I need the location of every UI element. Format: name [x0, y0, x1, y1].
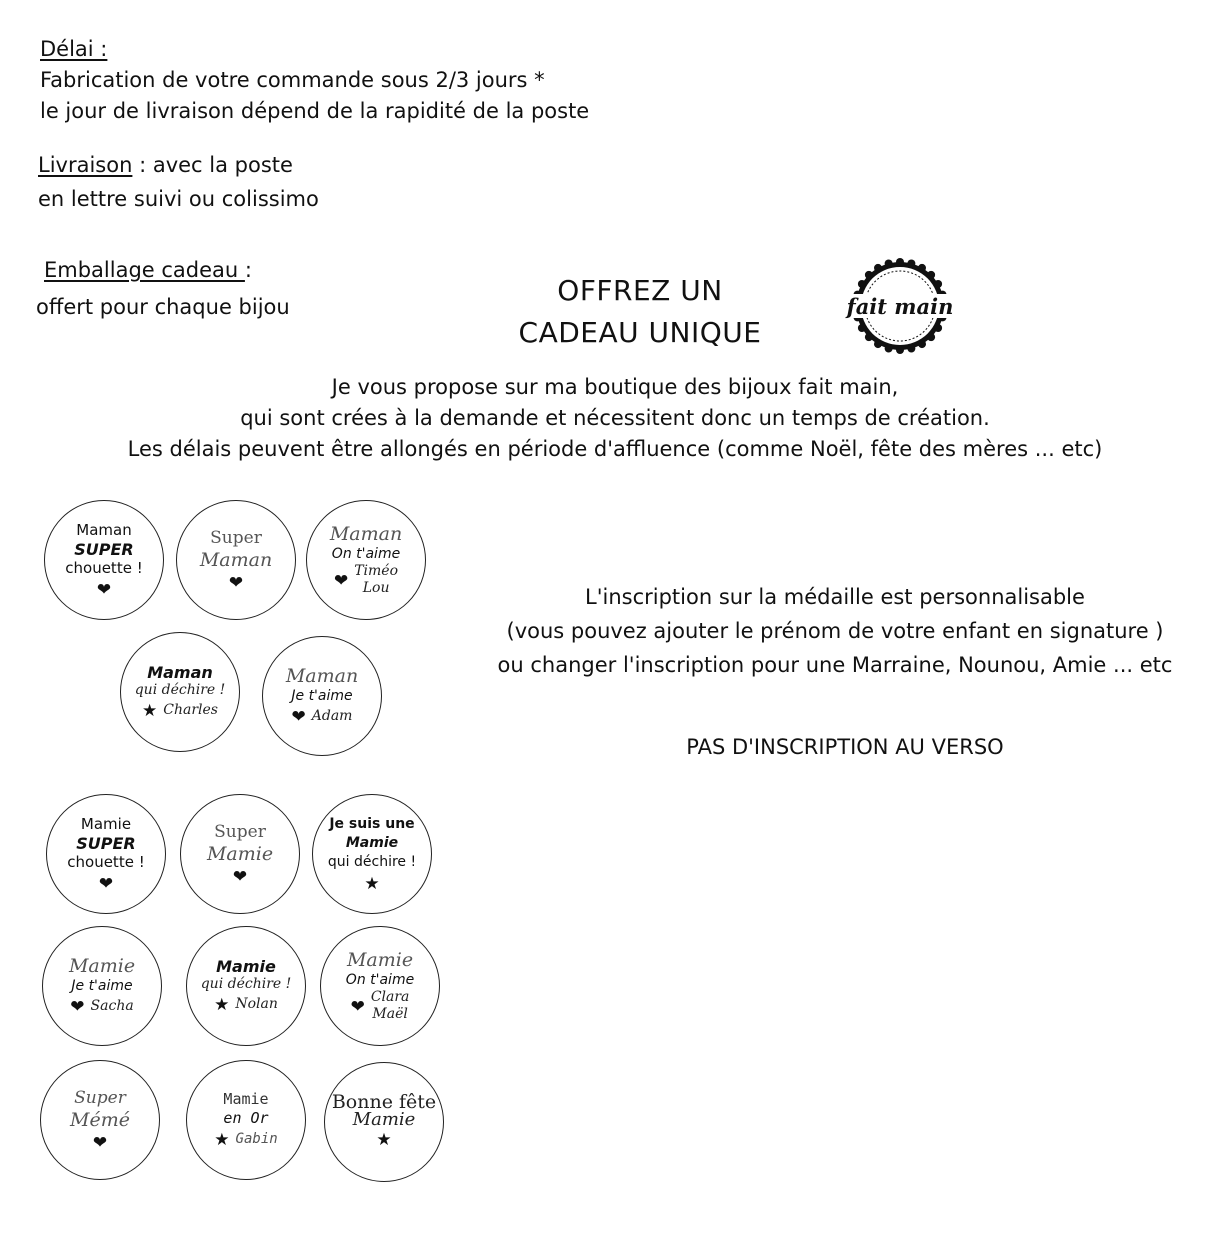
medal-mamie-je-taime	[42, 926, 162, 1046]
medal-text-1: Mamie	[80, 814, 132, 833]
medal-name-1: Timéo	[354, 563, 399, 579]
intro-paragraph	[100, 372, 1130, 465]
medal-text-1: Super	[214, 822, 266, 842]
perso-line3: ou changer l'inscription pour une Marraine, Nounou, Amie ... etc	[497, 653, 1173, 677]
heart-icon: ❤	[96, 579, 112, 600]
heart-icon: ❤	[98, 873, 114, 894]
medal-mamie-en-or	[186, 1060, 306, 1180]
medal-text-1: Super	[74, 1088, 126, 1108]
intro-line1: Je vous propose sur ma boutique des bijoux fait main,	[331, 375, 899, 399]
medal-text-1: Je suis une	[329, 815, 415, 832]
medal-text-2: SUPER	[76, 833, 136, 853]
offer-line1: OFFREZ UN	[557, 274, 723, 307]
badge-scallop	[896, 346, 904, 354]
medal-text-2: Mamie	[352, 1109, 416, 1130]
medal-maman-super-chouette	[44, 500, 164, 620]
medal-text-3: chouette !	[67, 852, 145, 871]
medal-text-2: SUPER	[74, 539, 134, 559]
emballage-title: Emballage cadeau	[44, 258, 245, 282]
medal-text-2: Je t'aime	[291, 688, 353, 704]
medal-maman-qui-dechire	[120, 632, 240, 752]
medal-text-3: chouette !	[65, 558, 143, 577]
badge-scallop	[896, 258, 904, 266]
medal-text-1: Mamie	[346, 949, 414, 971]
badge-scallop	[858, 324, 866, 332]
badge-scallop	[874, 340, 882, 348]
medal-text-1: Maman	[76, 520, 132, 539]
heart-icon: ❤	[228, 573, 244, 593]
livraison-section	[38, 148, 319, 216]
badge-scallop	[885, 259, 893, 267]
medal-name-1: Gabin	[235, 1130, 278, 1147]
star-icon: ★	[364, 873, 380, 894]
perso-line1: L'inscription sur la médaille est personnalisable	[585, 585, 1085, 609]
delai-section	[40, 34, 589, 127]
medal-name-1: Charles	[163, 701, 218, 718]
medal-name-1: Clara	[370, 989, 410, 1005]
medal-text-3: qui déchire !	[327, 853, 417, 870]
badge-scallop	[934, 324, 942, 332]
medal-text-2: On t'aime	[345, 972, 415, 988]
medal-text-2: Mamie	[345, 834, 399, 851]
emballage-line2: offert pour chaque bijou	[36, 295, 290, 319]
heart-icon: ❤	[291, 707, 306, 727]
badge-scallop	[934, 280, 942, 288]
heart-icon: ❤	[70, 997, 85, 1017]
medal-name-2: Lou	[362, 580, 390, 596]
delai-line1: Fabrication de votre commande sous 2/3 jours *	[40, 68, 545, 92]
medal-mamie-super-chouette	[46, 794, 166, 914]
badge-scallop	[858, 280, 866, 288]
medal-text-2: qui déchire !	[134, 682, 226, 698]
medal-text-1: Mamie	[216, 957, 276, 976]
delai-title: Délai :	[40, 37, 108, 61]
intro-line2: qui sont crées à la demande et nécessitent donc un temps de création.	[240, 406, 990, 430]
medal-text-1: Mamie	[223, 1090, 269, 1108]
medal-name-1: Nolan	[235, 995, 278, 1012]
heart-icon: ❤	[232, 867, 248, 887]
heart-icon: ❤	[333, 571, 349, 591]
medal-name-1: Adam	[311, 707, 353, 724]
medal-super-meme	[40, 1060, 160, 1180]
badge-scallop	[865, 333, 873, 341]
medal-mamie-qui-dechire	[186, 926, 306, 1046]
badge-scallop	[907, 345, 915, 353]
star-icon: ★	[376, 1130, 392, 1150]
badge-scallop	[927, 271, 935, 279]
heart-icon: ❤	[350, 997, 365, 1017]
verso-notice: PAS D'INSCRIPTION AU VERSO	[686, 735, 1004, 759]
emballage-section	[36, 252, 290, 326]
intro-line3: Les délais peuvent être allongés en période d'affluence (comme Noël, fête des mères ... etc)	[127, 437, 1103, 461]
medal-text-1: Mamie	[68, 955, 136, 977]
medal-text-1: Maman	[329, 523, 403, 545]
medal-text-2: Je t'aime	[71, 978, 133, 994]
medal-text-1: Super	[210, 528, 262, 548]
offer-heading	[490, 270, 790, 354]
delai-line2: le jour de livraison dépend de la rapidité de la poste	[40, 99, 590, 123]
medal-text-2: qui déchire !	[200, 976, 292, 992]
badge-scallop	[918, 264, 926, 272]
badge-scallop	[927, 333, 935, 341]
badge-scallop	[865, 271, 873, 279]
medal-mamie-on-taime	[320, 926, 440, 1046]
medal-super-mamie	[180, 794, 300, 914]
logo-text: fait main	[846, 294, 954, 319]
medal-text-1: Bonne fête	[331, 1091, 437, 1113]
medal-name-1: Sacha	[90, 997, 134, 1014]
badge-scallop	[874, 264, 882, 272]
medal-super-maman	[176, 500, 296, 620]
perso-line2: (vous pouvez ajouter le prénom de votre enfant en signature )	[506, 619, 1164, 643]
heart-icon: ❤	[92, 1133, 108, 1153]
medal-text-2: Mamie	[206, 843, 274, 865]
star-icon: ★	[214, 1130, 230, 1150]
star-icon: ★	[214, 995, 230, 1015]
badge-scallop	[918, 340, 926, 348]
livraison-title: Livraison	[38, 153, 133, 177]
medal-je-suis-une-mamie	[312, 794, 432, 914]
fait-main-badge-icon	[846, 258, 954, 354]
star-icon: ★	[142, 701, 158, 721]
medal-text-2: Maman	[199, 549, 273, 571]
medal-text-1: Maman	[285, 665, 359, 687]
medal-maman-on-taime	[306, 500, 426, 620]
personalisation-paragraph	[480, 580, 1190, 682]
medal-bonne-fete-mamie	[324, 1062, 444, 1182]
medal-text-1: Maman	[147, 663, 213, 682]
badge-scallop	[907, 259, 915, 267]
badge-scallop	[885, 345, 893, 353]
livraison-line2: en lettre suivi ou colissimo	[38, 187, 319, 211]
offer-line2: CADEAU UNIQUE	[518, 316, 762, 349]
medal-text-2: Mémé	[70, 1109, 130, 1131]
medal-maman-je-taime	[262, 636, 382, 756]
emballage-colon: :	[244, 258, 252, 282]
medal-name-2: Maël	[372, 1006, 408, 1022]
medal-text-2: en Or	[223, 1109, 269, 1127]
livraison-rest: : avec la poste	[132, 153, 293, 177]
medal-text-2: On t'aime	[331, 546, 401, 562]
